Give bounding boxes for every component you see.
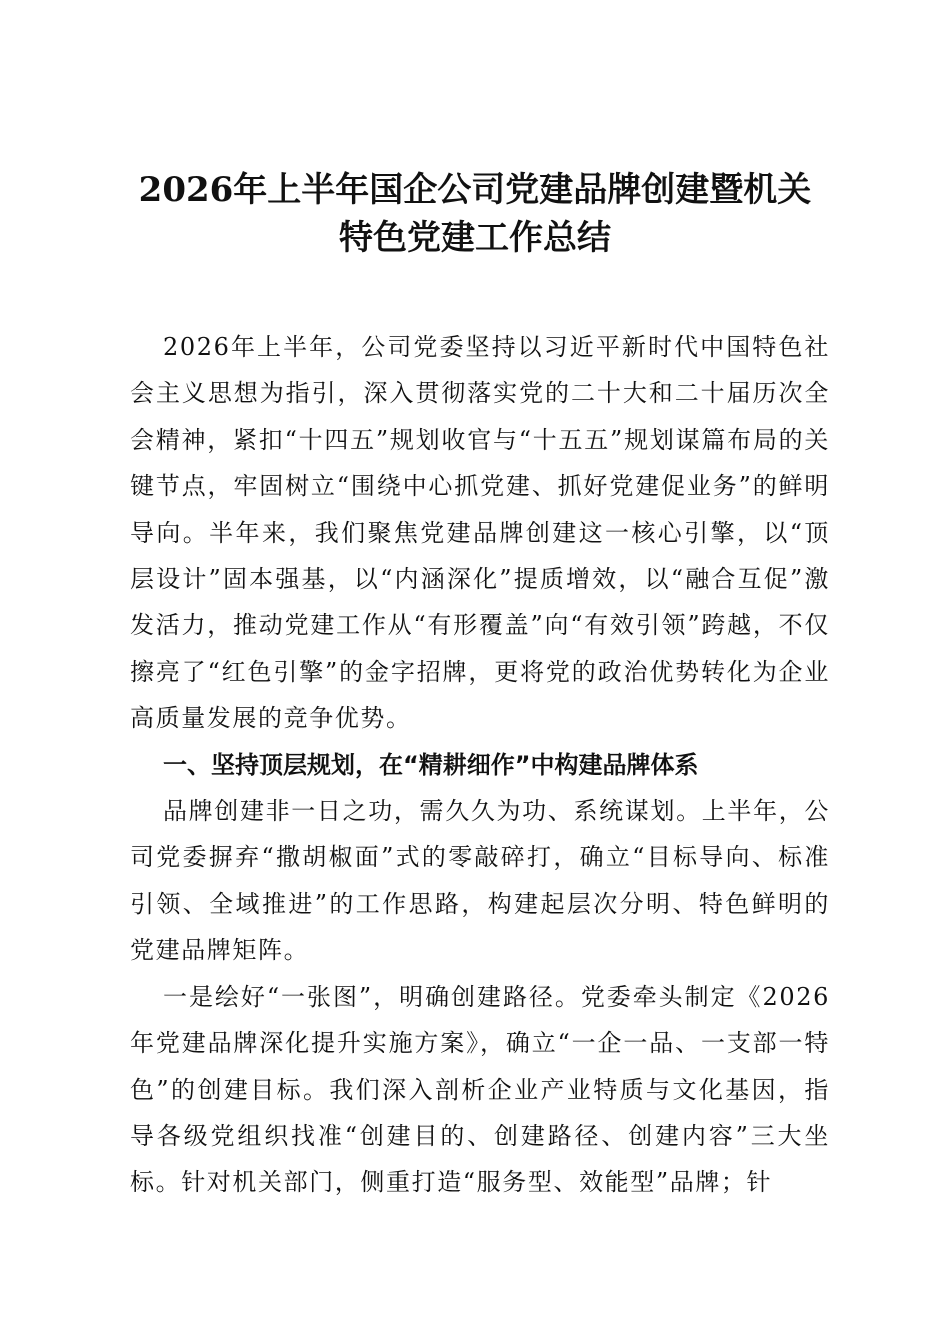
document-body xyxy=(130,324,830,1206)
document-title xyxy=(100,166,850,262)
section-1-paragraph: 品牌创建非一日之功，需久久为功、系统谋划。上半年，公司党委摒弃“撒胡椒面”式的零敲碎打，确立“目标导向、标准引领、全域推进”的工作思路，构建起层次分明、特色鲜明的党建品牌矩阵。 xyxy=(130,797,830,965)
section-heading-1: 一、坚持顶层规划，在“精耕细作”中构建品牌体系 xyxy=(163,750,699,779)
title-line-2: 特色党建工作总结 xyxy=(339,218,611,258)
title-line-1: 2026年上半年国企公司党建品牌创建暨机关 xyxy=(138,170,812,210)
section-1-item-1-paragraph: 一是绘好“一张图”，明确创建路径。党委牵头制定《2026年党建品牌深化提升实施方案》，确立“一企一品、一支部一特色”的创建目标。我们深入剖析企业产业特质与文化基因，指导各级党组织找准“创建目的、创建路径、创建内容”三大坐标。针对机关部门，侧重打造“服务型、效能型”品牌；针 xyxy=(130,982,830,1197)
intro-paragraph: 2026年上半年，公司党委坚持以习近平新时代中国特色社会主义思想为指引，深入贯彻落实党的二十大和二十届历次全会精神，紧扣“十四五”规划收官与“十五五”规划谋篇布局的关键节点，牢固树立“围绕中心抓党建、抓好党建促业务”的鲜明导向。半年来，我们聚焦党建品牌创建这一核心引擎，以“顶层设计”固本强基，以“内涵深化”提质增效，以“融合互促”激发活力，推动党建工作从“有形覆盖”向“有效引领”跨越，不仅擦亮了“红色引擎”的金字招牌，更将党的政治优势转化为企业高质量发展的竞争优势。 xyxy=(130,333,830,733)
